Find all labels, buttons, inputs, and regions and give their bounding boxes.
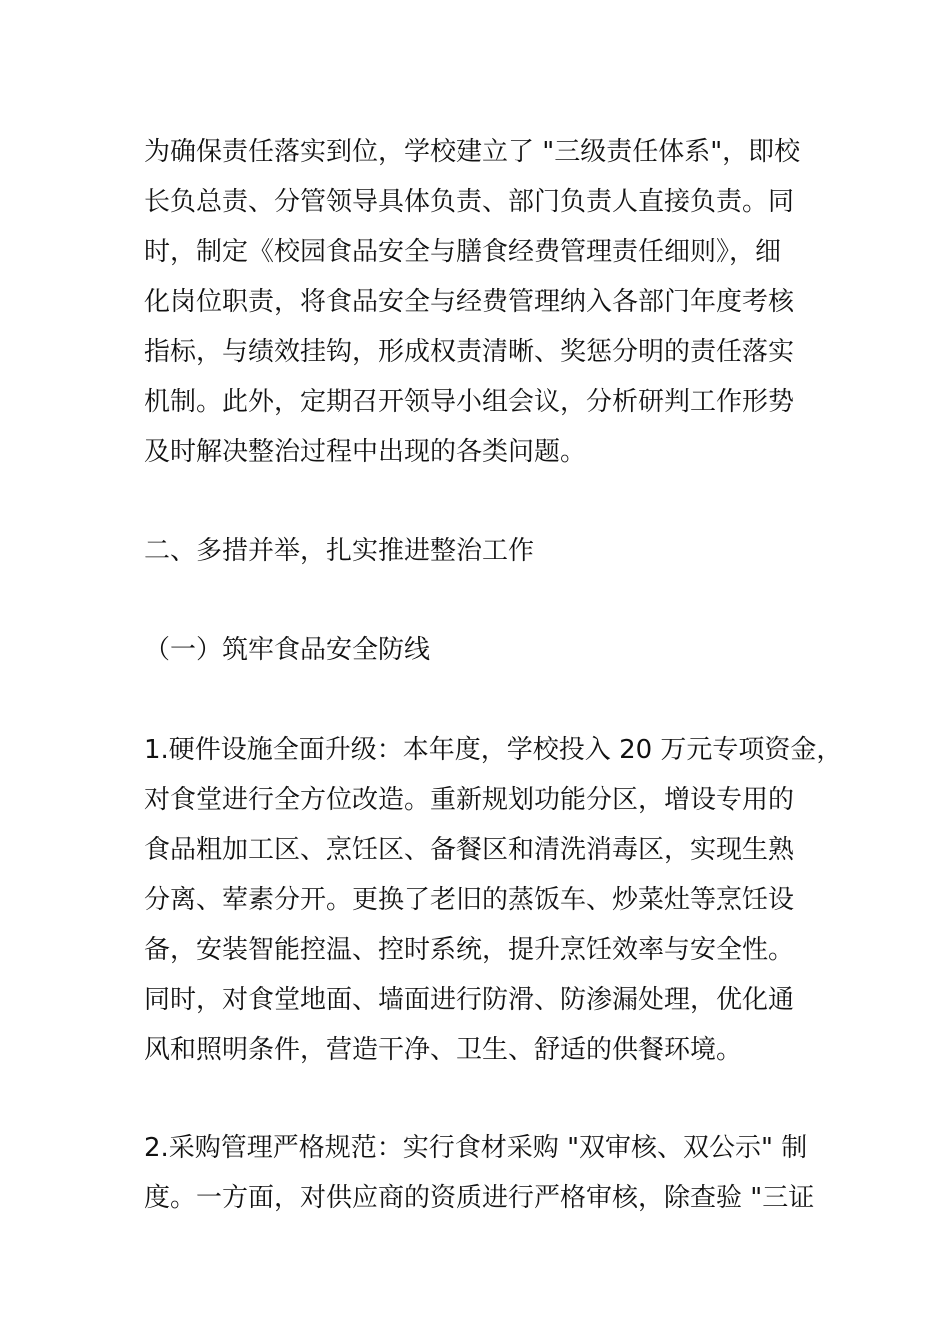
paragraph-line: 为确保责任落实到位，学校建立了 "三级责任体系"，即校 — [144, 137, 801, 167]
paragraph-line: 长负总责、分管领导具体负责、部门负责人直接负责。同 — [144, 187, 795, 217]
paragraph-line: 指标，与绩效挂钩，形成权责清晰、奖惩分明的责任落实 — [144, 337, 795, 367]
paragraph-line: 1.硬件设施全面升级：本年度，学校投入 20 万元专项资金， — [144, 735, 843, 765]
paragraph-line: 及时解决整治过程中出现的各类问题。 — [144, 437, 587, 467]
paragraph-line: 食品粗加工区、烹饪区、备餐区和清洗消毒区，实现生熟 — [144, 835, 795, 865]
section-heading: 二、多措并举，扎实推进整治工作 — [144, 536, 535, 566]
paragraph-line: 对食堂进行全方位改造。重新规划功能分区，增设专用的 — [144, 785, 795, 815]
subsection-heading: （一）筑牢食品安全防线 — [144, 635, 431, 665]
paragraph-line: 度。一方面，对供应商的资质进行严格审核，除查验 "三证 — [144, 1183, 815, 1213]
paragraph-line: 同时，对食堂地面、墙面进行防滑、防渗漏处理，优化通 — [144, 985, 795, 1015]
paragraph-line: 化岗位职责，将食品安全与经费管理纳入各部门年度考核 — [144, 287, 795, 317]
paragraph-line: 2.采购管理严格规范：实行食材采购 "双审核、双公示" 制 — [144, 1133, 808, 1163]
paragraph-line: 备，安装智能控温、控时系统，提升烹饪效率与安全性。 — [144, 935, 795, 965]
paragraph-line: 机制。此外，定期召开领导小组会议，分析研判工作形势 — [144, 387, 795, 417]
paragraph-line: 风和照明条件，营造干净、卫生、舒适的供餐环境。 — [144, 1035, 743, 1065]
paragraph-line: 时，制定《校园食品安全与膳食经费管理责任细则》，细 — [144, 237, 782, 267]
paragraph-line: 分离、荤素分开。更换了老旧的蒸饭车、炒菜灶等烹饪设 — [144, 885, 795, 915]
